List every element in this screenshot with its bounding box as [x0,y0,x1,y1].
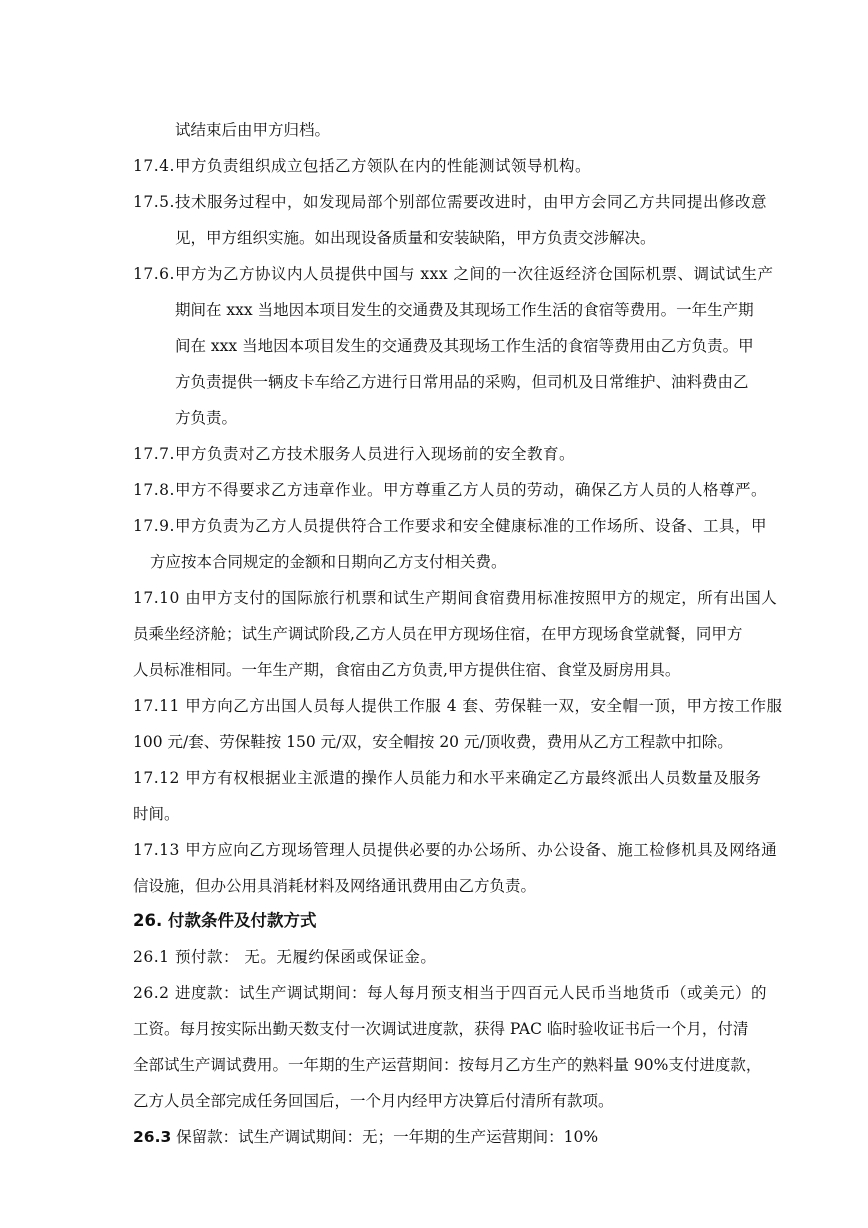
paragraph-line: 全部试生产调试费用。一年期的生产运营期间：按每月乙方生产的熟料量 90%支付进度款， [133,1056,762,1074]
paragraph-line: 见，甲方组织实施。如出现设备质量和安装缺陷，甲方负责交涉解决。 [175,229,656,247]
paragraph-line: 期间在 xxx 当地因本项目发生的交通费及其现场工作生活的食宿等费用。一年生产期 [175,301,754,319]
clause-26-1: 26.1 预付款： 无。无履约保函或保证金。 [133,948,437,966]
clause-17-11: 17.11 甲方向乙方出国人员每人提供工作服 4 套、劳保鞋一双，安全帽一顶，甲方按工作服 [133,697,783,715]
paragraph-line: 方应按本合同规定的金额和日期向乙方支付相关费。 [150,553,507,571]
paragraph-line: 方负责。 [175,409,238,427]
section-heading: 26. 付款条件及付款方式 [133,911,317,930]
paragraph-line: 时间。 [133,805,180,823]
paragraph-line: 方负责提供一辆皮卡车给乙方进行日常用品的采购，但司机及日常维护、油料费由乙 [175,373,749,391]
clause-17-4: 17.4.甲方负责组织成立包括乙方领队在内的性能测试领导机构。 [133,157,591,175]
paragraph-line: 乙方人员全部完成任务回国后，一个月内经甲方决算后付清所有款项。 [133,1092,614,1110]
paragraph-line: 试结束后由甲方归档。 [175,121,331,139]
paragraph-line: 工资。每月按实际出勤天数支付一次调试进度款，获得 PAC 临时验收证书后一个月，付清 [133,1020,749,1038]
paragraph-line: 100 元/套、劳保鞋按 150 元/双，安全帽按 20 元/顶收费，费用从乙方工程款中扣除。 [133,733,733,751]
clause-17-6: 17.6.甲方为乙方协议内人员提供中国与 xxx 之间的一次往返经济仓国际机票、调试试生产 [133,265,774,283]
clause-17-9: 17.9.甲方负责为乙方人员提供符合工作要求和安全健康标准的工作场所、设备、工具，甲 [133,517,767,535]
clause-17-7: 17.7.甲方负责对乙方技术服务人员进行入现场前的安全教育。 [133,445,575,463]
clause-text: 保留款：试生产调试期间：无；一年期的生产运营期间：10% [171,1128,599,1146]
clause-17-13: 17.13 甲方应向乙方现场管理人员提供必要的办公场所、办公设备、施工检修机具及网络通 [133,841,778,859]
clause-26-3 [133,1130,598,1146]
clause-17-8: 17.8.甲方不得要求乙方违章作业。甲方尊重乙方人员的劳动，确保乙方人员的人格尊严。 [133,481,767,499]
clause-17-5: 17.5.技术服务过程中，如发现局部个别部位需要改进时，由甲方会同乙方共同提出修改意 [133,193,767,211]
clause-number: 26.3 [133,1128,172,1146]
clause-26-2: 26.2 进度款：试生产调试期间：每人每月预支相当于四百元人民币当地货币（或美元）的 [133,984,767,1002]
clause-17-12: 17.12 甲方有权根据业主派遣的操作人员能力和水平来确定乙方最终派出人员数量及服务 [133,769,762,787]
paragraph-line: 间在 xxx 当地因本项目发生的交通费及其现场工作生活的食宿等费用由乙方负责。甲 [175,337,754,355]
paragraph-line: 信设施，但办公用具消耗材料及网络通讯费用由乙方负责。 [133,877,537,895]
paragraph-line: 人员标准相同。一年生产期，食宿由乙方负责,甲方提供住宿、食堂及厨房用具。 [133,661,681,679]
paragraph-line: 员乘坐经济舱；试生产调试阶段,乙方人员在甲方现场住宿，在甲方现场食堂就餐，同甲方 [133,625,743,643]
clause-17-10: 17.10 由甲方支付的国际旅行机票和试生产期间食宿费用标准按照甲方的规定，所有出国人 [133,589,778,607]
